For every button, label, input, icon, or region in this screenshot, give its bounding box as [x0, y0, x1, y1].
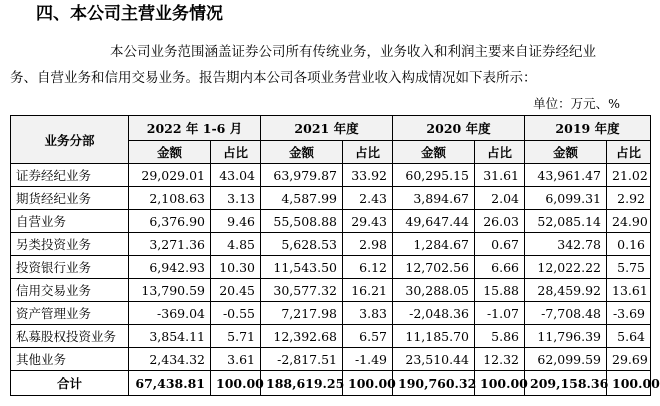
amount-header: 金额: [261, 141, 343, 164]
table-cell: -3.69: [607, 302, 651, 325]
table-cell: 13.61: [607, 279, 651, 302]
table-cell: 5.86: [475, 325, 525, 348]
table-row: [11, 348, 651, 371]
total-row: [11, 371, 651, 396]
total-cell: 100.00: [343, 371, 393, 396]
table-row: [11, 256, 651, 279]
table-cell: 2.04: [475, 187, 525, 210]
table-row: [11, 233, 651, 256]
table-cell: 29.43: [343, 210, 393, 233]
table-row: [11, 325, 651, 348]
segment-name: 另类投资业务: [11, 233, 129, 256]
table-cell: -7,708.48: [525, 302, 607, 325]
table-cell: 30,577.32: [261, 279, 343, 302]
total-label: 合计: [11, 371, 129, 396]
segment-name: 信用交易业务: [11, 279, 129, 302]
table-cell: 60,295.15: [393, 164, 475, 187]
table-cell: 6,942.93: [129, 256, 211, 279]
table-cell: -369.04: [129, 302, 211, 325]
table-cell: 3.61: [211, 348, 261, 371]
table-row: [11, 164, 651, 187]
table-cell: 0.16: [607, 233, 651, 256]
total-cell: 190,760.32: [393, 371, 475, 396]
table-cell: 6,376.90: [129, 210, 211, 233]
table-cell: 12,702.56: [393, 256, 475, 279]
table-cell: 3,854.11: [129, 325, 211, 348]
total-cell: 100.00: [211, 371, 261, 396]
table-cell: 3.13: [211, 187, 261, 210]
table-cell: 1,284.67: [393, 233, 475, 256]
table-cell: 2.98: [343, 233, 393, 256]
table-cell: 4,587.99: [261, 187, 343, 210]
table-cell: 9.46: [211, 210, 261, 233]
table-cell: 24.90: [607, 210, 651, 233]
intro-paragraph-line-1: 本公司业务范围涵盖证券公司所有传统业务，业务收入和利润主要来自证券经纪业: [110, 44, 596, 60]
period-header: 2022 年 1-6 月: [129, 116, 261, 141]
table-cell: 3,894.67: [393, 187, 475, 210]
table-cell: 29.69: [607, 348, 651, 371]
table-cell: 342.78: [525, 233, 607, 256]
intro-paragraph-line-2: 务、自营业务和信用交易业务。报告期内本公司各项业务营业收入构成情况如下表所示：: [10, 70, 537, 86]
table-cell: 0.67: [475, 233, 525, 256]
table-cell: 12,392.68: [261, 325, 343, 348]
table-cell: 33.92: [343, 164, 393, 187]
table-row: [11, 187, 651, 210]
table-cell: 15.88: [475, 279, 525, 302]
total-cell: 100.00: [607, 371, 651, 396]
table-cell: 2.43: [343, 187, 393, 210]
table-cell: 11,185.70: [393, 325, 475, 348]
table-cell: 49,647.44: [393, 210, 475, 233]
table-cell: 7,217.98: [261, 302, 343, 325]
ratio-header: 占比: [343, 141, 393, 164]
category-header: 业务分部: [11, 116, 129, 164]
table-cell: 28,459.92: [525, 279, 607, 302]
table-cell: 62,099.59: [525, 348, 607, 371]
table-cell: 5,628.53: [261, 233, 343, 256]
table-cell: 20.45: [211, 279, 261, 302]
total-cell: 188,619.25: [261, 371, 343, 396]
table-cell: 6.12: [343, 256, 393, 279]
table-cell: -2,048.36: [393, 302, 475, 325]
table-cell: 26.03: [475, 210, 525, 233]
total-cell: 67,438.81: [129, 371, 211, 396]
table-cell: 52,085.14: [525, 210, 607, 233]
table-row: [11, 279, 651, 302]
table-cell: 29,029.01: [129, 164, 211, 187]
table-cell: 4.85: [211, 233, 261, 256]
table-cell: 30,288.05: [393, 279, 475, 302]
segment-name: 其他业务: [11, 348, 129, 371]
table-row: [11, 210, 651, 233]
revenue-composition-table: [10, 115, 660, 396]
table-row: [11, 302, 651, 325]
total-cell: 100.00: [475, 371, 525, 396]
table-cell: 43.04: [211, 164, 261, 187]
table-cell: 5.71: [211, 325, 261, 348]
amount-header: 金额: [129, 141, 211, 164]
total-cell: 209,158.36: [525, 371, 607, 396]
table-cell: 11,796.39: [525, 325, 607, 348]
table-cell: -2,817.51: [261, 348, 343, 371]
table-cell: 12,022.22: [525, 256, 607, 279]
table-cell: -0.55: [211, 302, 261, 325]
ratio-header: 占比: [211, 141, 261, 164]
segment-name: 资产管理业务: [11, 302, 129, 325]
table-cell: 5.75: [607, 256, 651, 279]
table-cell: 12.32: [475, 348, 525, 371]
table-cell: 6.66: [475, 256, 525, 279]
table-cell: 5.64: [607, 325, 651, 348]
table-cell: 6,099.31: [525, 187, 607, 210]
ratio-header: 占比: [475, 141, 525, 164]
table-cell: 31.61: [475, 164, 525, 187]
table-cell: 43,961.47: [525, 164, 607, 187]
amount-header: 金额: [393, 141, 475, 164]
segment-name: 证券经纪业务: [11, 164, 129, 187]
segment-name: 期货经纪业务: [11, 187, 129, 210]
segment-name: 自营业务: [11, 210, 129, 233]
header-row-periods: [11, 116, 651, 141]
table-cell: -1.49: [343, 348, 393, 371]
table-cell: 3,271.36: [129, 233, 211, 256]
table-cell: 10.30: [211, 256, 261, 279]
period-header: 2021 年度: [261, 116, 393, 141]
table-cell: 11,543.50: [261, 256, 343, 279]
table-cell: 2.92: [607, 187, 651, 210]
table-cell: 16.21: [343, 279, 393, 302]
table-cell: 21.02: [607, 164, 651, 187]
segment-name: 私募股权投资业务: [11, 325, 129, 348]
table-cell: -1.07: [475, 302, 525, 325]
table-cell: 3.83: [343, 302, 393, 325]
section-heading: 四、本公司主营业务情况: [36, 4, 223, 24]
segment-name: 投资银行业务: [11, 256, 129, 279]
table-cell: 23,510.44: [393, 348, 475, 371]
table-cell: 13,790.59: [129, 279, 211, 302]
table-cell: 6.57: [343, 325, 393, 348]
table-cell: 2,434.32: [129, 348, 211, 371]
period-header: 2020 年度: [393, 116, 525, 141]
table-cell: 2,108.63: [129, 187, 211, 210]
table-cell: 63,979.87: [261, 164, 343, 187]
amount-header: 金额: [525, 141, 607, 164]
period-header: 2019 年度: [525, 116, 651, 141]
ratio-header: 占比: [607, 141, 651, 164]
unit-label: 单位：万元、%: [533, 96, 620, 111]
table-cell: 55,508.88: [261, 210, 343, 233]
